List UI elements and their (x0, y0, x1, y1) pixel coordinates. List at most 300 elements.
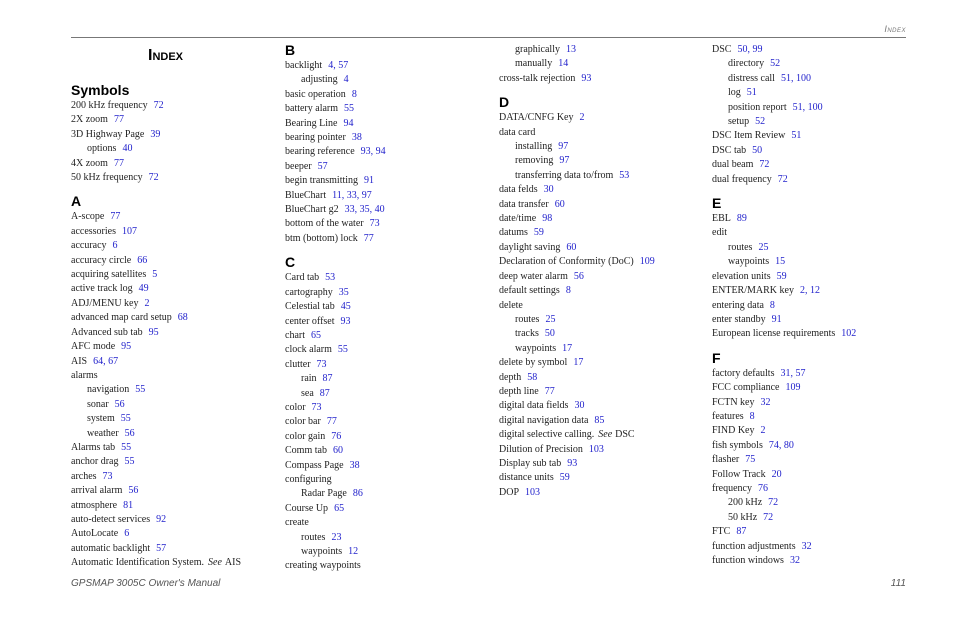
index-subentry (712, 101, 917, 115)
page-ref-link[interactable]: 97 (559, 155, 570, 167)
index-subentry (499, 327, 704, 341)
index-entry (285, 473, 490, 487)
page-ref-link[interactable]: 72 (763, 511, 774, 523)
index-term: 4X zoom (71, 157, 108, 169)
index-term: sea (301, 387, 314, 399)
index-term: BlueChart g2 (285, 204, 339, 216)
page-ref-link[interactable]: 5 (152, 269, 158, 281)
index-entry (712, 482, 917, 496)
index-entry (712, 226, 917, 240)
index-entry (285, 559, 490, 573)
page-ref-link[interactable]: 81 (123, 499, 134, 511)
index-subentry (712, 72, 917, 86)
page-ref-link[interactable]: 95 (148, 326, 159, 338)
index-term: distress call (728, 72, 775, 84)
page-ref-link[interactable]: 53 (325, 272, 336, 284)
index-term: bottom of the water (285, 218, 364, 230)
page-ref-link[interactable]: 51 (746, 87, 757, 99)
page-ref-link[interactable]: 91 (771, 313, 782, 325)
index-term: alarms (71, 369, 98, 381)
index-term: ENTER/MARK key (712, 285, 794, 297)
index-entry (712, 424, 917, 438)
page-ref-link[interactable]: 15 (775, 256, 786, 268)
index-term: FIND Key (712, 425, 755, 437)
index-entry (499, 212, 704, 226)
index-entry (499, 471, 704, 485)
index-entry (499, 385, 704, 399)
page-ref-link[interactable]: 98 (542, 213, 553, 225)
index-term: creating waypoints (285, 560, 361, 572)
index-entry (499, 414, 704, 428)
see-label: See (598, 429, 613, 441)
page-ref-link[interactable]: 2, 12 (799, 285, 820, 297)
page-ref-link[interactable]: 50 (752, 144, 763, 156)
page-ref-link[interactable]: 87 (322, 373, 333, 385)
page-ref-link[interactable]: 77 (544, 385, 555, 397)
index-entry (499, 183, 704, 197)
index-entry (712, 468, 917, 482)
index-entry (285, 203, 490, 217)
index-entry (499, 299, 704, 313)
page-ref-link[interactable]: 49 (138, 283, 149, 295)
page-ref-link[interactable]: 87 (319, 387, 330, 399)
index-entry (499, 241, 704, 255)
index-entry (285, 401, 490, 415)
index-term: begin transmitting (285, 175, 359, 187)
index-term: manually (515, 58, 553, 70)
index-term: flasher (712, 454, 740, 466)
page-ref-link[interactable]: 52 (770, 58, 781, 70)
index-entry (71, 268, 276, 282)
index-term: center offset (285, 315, 335, 327)
index-entry (499, 399, 704, 413)
index-term: options (87, 143, 117, 155)
index-subentry (285, 487, 490, 501)
page-ref-link[interactable]: 32 (760, 396, 771, 408)
index-term: frequency (712, 482, 752, 494)
page-ref-link[interactable]: 73 (102, 470, 113, 482)
index-entry (499, 126, 704, 140)
page-ref-link[interactable]: 65 (311, 329, 321, 341)
index-term: depth (499, 371, 522, 383)
index-term: color gain (285, 430, 326, 442)
index-term: routes (515, 313, 540, 325)
page-ref-link[interactable]: 92 (156, 513, 167, 525)
index-subentry (712, 115, 917, 129)
page-ref-link[interactable]: 56 (573, 270, 584, 282)
index-entry (71, 113, 276, 127)
running-header: Index (884, 24, 906, 34)
page-ref-link[interactable]: 95 (121, 341, 132, 353)
index-entry (285, 430, 490, 444)
index-term: routes (301, 531, 326, 543)
index-term: position report (728, 101, 787, 113)
page-ref-link[interactable]: 93 (567, 457, 578, 469)
index-entry (71, 311, 276, 325)
index-term: dual frequency (712, 173, 772, 185)
page-ref-link[interactable]: 102 (841, 328, 857, 340)
page-ref-link[interactable]: 30 (574, 400, 585, 412)
section-heading: F (712, 349, 721, 366)
index-entry (285, 415, 490, 429)
page-ref-link[interactable]: 55 (337, 344, 348, 356)
page-ref-link[interactable]: 56 (128, 485, 139, 497)
page-ref-link[interactable]: 77 (113, 157, 124, 169)
index-term: Comm tab (285, 445, 327, 457)
index-term: distance units (499, 472, 554, 484)
index-entry (499, 486, 704, 500)
index-term: clutter (285, 358, 311, 370)
index-entry (499, 226, 704, 240)
index-subentry (499, 57, 704, 71)
index-entry (285, 217, 490, 231)
page-ref-link[interactable]: 85 (594, 414, 605, 426)
page-ref-link[interactable]: 50 (544, 328, 555, 340)
index-term: bearing reference (285, 146, 355, 158)
page-ref-link[interactable]: 11, 33, 97 (332, 189, 372, 201)
page-ref-link[interactable]: 103 (588, 443, 604, 455)
index-term: btm (bottom) lock (285, 232, 358, 244)
page-ref-link[interactable]: 87 (736, 526, 747, 538)
page-ref-link[interactable]: 89 (736, 213, 747, 225)
index-term: system (87, 413, 115, 425)
index-subentry (71, 427, 276, 441)
section-heading: A (71, 193, 82, 210)
index-term: navigation (87, 384, 130, 396)
page-ref-link[interactable]: 25 (545, 313, 556, 325)
index-term: DATA/CNFG Key (499, 112, 574, 124)
page-ref-link[interactable]: 38 (349, 459, 360, 471)
page-ref-link[interactable]: 20 (771, 468, 782, 480)
page-ref-link[interactable]: 45 (340, 301, 351, 313)
section-heading: D (499, 94, 510, 111)
index-term: entering data (712, 299, 764, 311)
page-ref-link[interactable]: 56 (124, 427, 135, 439)
index-entry (71, 556, 276, 570)
page-ref-link[interactable]: 73 (369, 218, 380, 230)
page-ref-link[interactable]: 77 (113, 114, 124, 126)
page-ref-link[interactable]: 93 (340, 315, 351, 327)
index-term: rain (301, 373, 317, 385)
page-ref-link[interactable]: 77 (363, 232, 374, 244)
index-term: Advanced sub tab (71, 326, 143, 338)
page-ref-link[interactable]: 55 (121, 441, 132, 453)
index-term: removing (515, 155, 554, 167)
index-term: Follow Track (712, 468, 766, 480)
page-ref-link[interactable]: 2 (579, 112, 585, 124)
index-entry (712, 313, 917, 327)
page-ref-link[interactable]: 25 (758, 241, 769, 253)
page-ref-link[interactable]: 51, 100 (792, 101, 823, 113)
page-ref-link[interactable]: 73 (316, 358, 327, 370)
index-column-4 (712, 43, 917, 568)
page-ref-link[interactable]: 59 (533, 227, 544, 239)
index-term: Automatic Identification System. (71, 557, 205, 569)
index-entry (71, 326, 276, 340)
index-entry (71, 239, 276, 253)
index-subentry (285, 372, 490, 386)
index-entry (285, 145, 490, 159)
index-subentry (499, 43, 704, 57)
index-subentry (712, 496, 917, 510)
page-ref-link[interactable]: 17 (573, 357, 584, 369)
page-ref-link[interactable]: 103 (525, 486, 541, 498)
index-entry (71, 470, 276, 484)
footer-manual-title: GPSMAP 3005C Owner's Manual (71, 578, 221, 589)
index-term: default settings (499, 285, 560, 297)
index-term: accuracy (71, 240, 107, 252)
page-ref-link[interactable]: 73 (311, 401, 322, 413)
index-term: battery alarm (285, 103, 339, 115)
page-ref-link[interactable]: 97 (558, 141, 569, 153)
page-ref-link[interactable]: 68 (177, 312, 188, 324)
index-column-2 (285, 43, 490, 574)
index-term: active track log (71, 283, 133, 295)
page-ref-link[interactable]: 59 (776, 270, 787, 282)
index-subentry (712, 511, 917, 525)
header-rule (71, 37, 906, 38)
page-ref-link[interactable]: 52 (755, 116, 766, 128)
index-entry (712, 43, 917, 57)
page-ref-link[interactable]: 60 (554, 198, 565, 210)
page-ref-link[interactable]: 109 (785, 382, 801, 394)
page-ref-link[interactable]: 91 (364, 175, 375, 187)
page-ref-link[interactable]: 93 (581, 72, 592, 84)
index-entry (285, 329, 490, 343)
page-ref-link[interactable]: 32 (789, 555, 800, 566)
page-ref-link[interactable]: 23 (331, 531, 342, 543)
index-term: DSC (712, 44, 732, 55)
index-entry (499, 428, 704, 442)
index-entry (499, 371, 704, 385)
index-entry (71, 171, 276, 185)
page-ref-link[interactable]: 38 (351, 132, 362, 144)
index-entry (71, 513, 276, 527)
page-ref-link[interactable]: 60 (332, 445, 343, 457)
page-ref-link[interactable]: 107 (121, 225, 137, 237)
index-entry (285, 358, 490, 372)
index-term: clock alarm (285, 344, 332, 356)
index-subentry (285, 387, 490, 401)
index-term: acquiring satellites (71, 269, 147, 281)
index-term: European license requirements (712, 328, 836, 340)
index-subentry (712, 255, 917, 269)
index-term: enter standby (712, 313, 766, 325)
index-entry (71, 455, 276, 469)
index-subentry (499, 154, 704, 168)
index-entry (712, 540, 917, 554)
page-ref-link[interactable]: 64, 67 (93, 355, 119, 367)
index-entry (712, 129, 917, 143)
page-ref-link[interactable]: 32 (801, 540, 812, 552)
index-term: DSC Item Review (712, 130, 786, 142)
index-term: 200 kHz (728, 497, 763, 509)
page-ref-link[interactable]: 33, 35, 40 (344, 204, 385, 216)
index-entry (285, 88, 490, 102)
page-ref-link[interactable]: 75 (745, 454, 756, 466)
index-subentry (499, 169, 704, 183)
page-ref-link[interactable]: 57 (156, 542, 167, 554)
page-ref-link[interactable]: 55 (344, 103, 355, 115)
page-ref-link[interactable]: 93, 94 (360, 146, 386, 158)
page-ref-link[interactable]: 40 (122, 143, 133, 155)
index-subentry (285, 531, 490, 545)
index-term: create (285, 517, 309, 529)
index-term: deep water alarm (499, 270, 568, 282)
page-ref-link[interactable]: 39 (150, 128, 161, 140)
index-term: adjusting (301, 74, 338, 86)
index-entry (712, 299, 917, 313)
page-ref-link[interactable]: 60 (566, 241, 577, 253)
page-ref-link[interactable]: 4, 57 (328, 60, 349, 71)
section-heading: C (285, 254, 296, 271)
index-term: transferring data to/from (515, 169, 614, 181)
index-term: graphically (515, 44, 560, 55)
index-term: tracks (515, 328, 539, 340)
page-ref-link[interactable]: 72 (148, 172, 159, 184)
index-term: data transfer (499, 198, 549, 210)
page-ref-link[interactable]: 94 (343, 117, 354, 129)
index-entry (285, 59, 490, 73)
page-ref-link[interactable]: 58 (527, 371, 538, 383)
page-ref-link[interactable]: 6 (112, 240, 118, 252)
index-term: BlueChart (285, 189, 327, 201)
index-entry (71, 99, 276, 113)
page-ref-link[interactable]: 12 (348, 546, 359, 557)
index-term: setup (728, 116, 750, 128)
index-entry (285, 516, 490, 530)
index-entry (712, 284, 917, 298)
index-term: digital navigation data (499, 414, 589, 426)
index-entry (712, 173, 917, 187)
index-term: datums (499, 227, 528, 239)
page-ref-link[interactable]: 72 (768, 497, 779, 509)
index-entry (499, 270, 704, 284)
index-term: sonar (87, 398, 109, 410)
section-heading: E (712, 195, 722, 212)
page-ref-link[interactable]: 51, 100 (780, 72, 811, 84)
page-ref-link[interactable]: 51 (791, 130, 802, 142)
page-ref-link[interactable]: 77 (326, 416, 337, 428)
index-entry (499, 284, 704, 298)
page-ref-link[interactable]: 14 (558, 58, 569, 70)
page-ref-link[interactable]: 4 (343, 74, 349, 86)
index-subentry (499, 313, 704, 327)
index-subentry (712, 86, 917, 100)
section-heading: B (285, 42, 296, 58)
see-label: See (208, 557, 222, 569)
page-ref-link[interactable]: 2 (144, 297, 150, 309)
page-ref-link[interactable]: 76 (757, 482, 768, 494)
index-term: delete by symbol (499, 357, 568, 369)
page-ref-link[interactable]: 6 (124, 528, 130, 540)
page-ref-link[interactable]: 53 (619, 169, 630, 181)
page-ref-link[interactable]: 77 (110, 211, 121, 223)
index-entry (71, 225, 276, 239)
page-ref-link[interactable]: 76 (331, 430, 342, 442)
index-entry (71, 210, 276, 224)
page-ref-link[interactable]: 8 (749, 410, 755, 422)
index-entry (712, 410, 917, 424)
index-term: FCC compliance (712, 382, 780, 394)
footer-page-number: 111 (890, 578, 906, 589)
index-entry (712, 439, 917, 453)
index-term: installing (515, 141, 553, 153)
page-ref-link[interactable]: 109 (639, 256, 655, 268)
index-entry (499, 457, 704, 471)
page-ref-link[interactable]: 57 (317, 160, 328, 172)
index-term: weather (87, 427, 119, 439)
page-ref-link[interactable]: 65 (334, 502, 345, 514)
index-entry (71, 355, 276, 369)
index-term: EBL (712, 213, 731, 225)
index-term: edit (712, 227, 727, 239)
index-term: basic operation (285, 88, 346, 100)
page-ref-link[interactable]: 17 (562, 342, 573, 354)
index-term: auto-detect services (71, 513, 151, 525)
page-ref-link[interactable]: 8 (565, 285, 571, 297)
index-entry (71, 484, 276, 498)
index-entry (71, 527, 276, 541)
index-column-3 (499, 43, 704, 500)
page-ref-link[interactable]: 30 (543, 184, 554, 196)
index-entry (71, 297, 276, 311)
page-ref-link[interactable]: 72 (777, 173, 788, 185)
index-term: FCTN key (712, 396, 755, 408)
page-ref-link[interactable]: 74, 80 (768, 439, 794, 451)
index-term: chart (285, 329, 305, 341)
index-term: waypoints (301, 546, 343, 557)
index-entry (499, 72, 704, 86)
index-entry (712, 453, 917, 467)
index-term: factory defaults (712, 367, 775, 379)
page-ref-link[interactable]: 59 (559, 472, 570, 484)
index-term: 50 kHz frequency (71, 172, 143, 184)
index-term: 200 kHz frequency (71, 100, 148, 111)
index-term: backlight (285, 60, 323, 71)
index-term: anchor drag (71, 456, 119, 468)
page-ref-link[interactable]: 35 (338, 286, 349, 298)
index-term: automatic backlight (71, 542, 151, 554)
index-entry (712, 270, 917, 284)
page-ref-link[interactable]: 8 (351, 88, 357, 100)
page-ref-link[interactable]: 13 (565, 44, 576, 55)
page-ref-link[interactable]: 72 (153, 100, 164, 111)
page-ref-link[interactable]: 50, 99 (737, 44, 763, 55)
page-ref-link[interactable]: 55 (124, 456, 135, 468)
index-term: data felds (499, 184, 538, 196)
index-entry (285, 232, 490, 246)
index-entry (285, 300, 490, 314)
index-term: Display sub tab (499, 457, 562, 469)
index-entry (285, 343, 490, 357)
page-ref-link[interactable]: 31, 57 (780, 367, 806, 379)
page-ref-link[interactable]: 72 (759, 159, 770, 171)
see-reference: AIS (224, 557, 242, 569)
page-ref-link[interactable]: 55 (120, 413, 131, 425)
page-ref-link[interactable]: 66 (137, 254, 148, 266)
index-term: routes (728, 241, 753, 253)
page-ref-link[interactable]: 86 (352, 488, 363, 500)
index-entry (712, 396, 917, 410)
page-ref-link[interactable]: 55 (135, 384, 146, 396)
page-ref-link[interactable]: 56 (114, 398, 125, 410)
index-term: digital selective calling. (499, 429, 595, 441)
page-ref-link[interactable]: 8 (769, 299, 775, 311)
page-ref-link[interactable]: 2 (760, 425, 766, 437)
index-term: accuracy circle (71, 254, 132, 266)
index-entry (712, 525, 917, 539)
